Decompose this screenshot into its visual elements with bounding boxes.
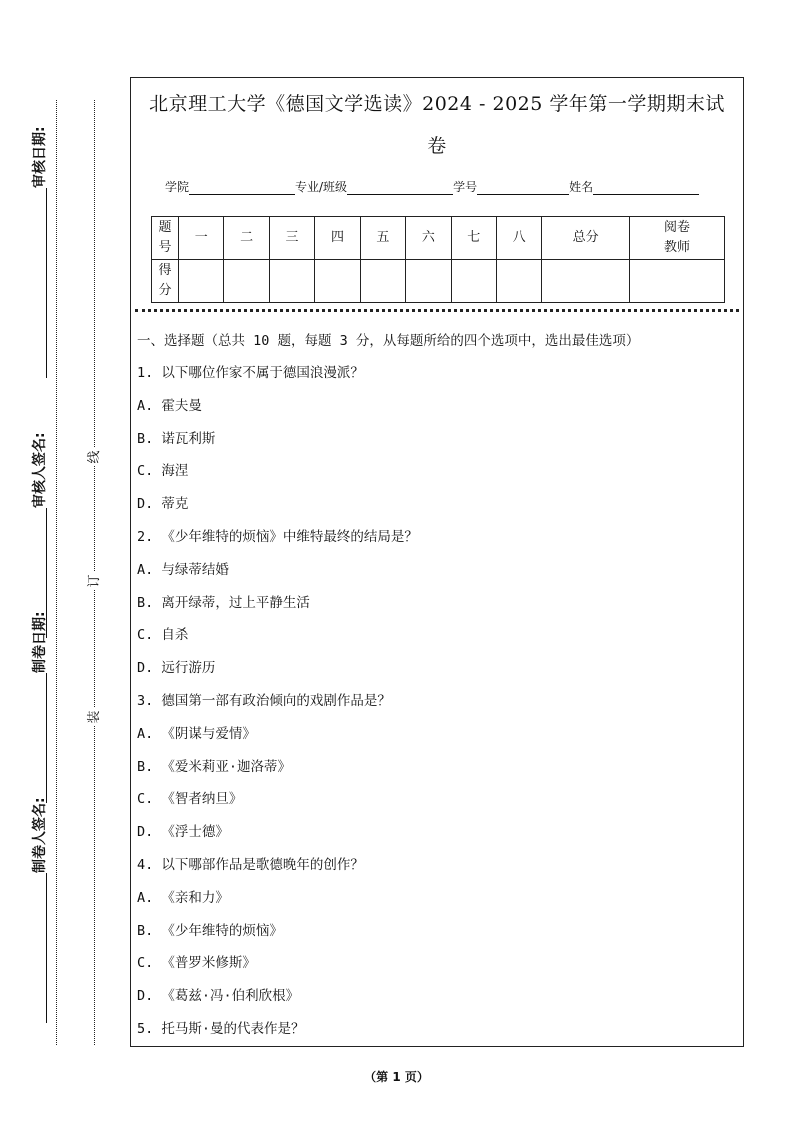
score-cell-3[interactable] (269, 260, 314, 303)
col-4: 四 (315, 217, 360, 260)
q3-option-b: B. 《爱米莉亚·迦洛蒂》 (137, 758, 292, 775)
name-label: 姓名 (569, 180, 594, 194)
score-cell-6[interactable] (406, 260, 451, 303)
binding-char-bind: 装 (86, 708, 104, 726)
page-number: （第 1 页） (364, 1070, 429, 1084)
q2-option-a: A. 与绿蒂结婚 (137, 561, 229, 578)
section-heading: 一、选择题（总共 10 题，每题 3 分，从每题所给的四个选项中，选出最佳选项） (137, 333, 640, 349)
maker-sign-label: 制卷人签名: (32, 797, 48, 873)
score-cell-4[interactable] (315, 260, 360, 303)
q3-option-d: D. 《浮士德》 (137, 824, 229, 841)
score-cell-8[interactable] (496, 260, 541, 303)
question-5: 5. 托马斯·曼的代表作是？ (137, 1020, 305, 1037)
q1-option-c: C. 海涅 (137, 463, 189, 480)
maker-sign-blank[interactable] (34, 873, 47, 1023)
col-7: 七 (451, 217, 496, 260)
col-1: 一 (179, 217, 224, 260)
row-label-score: 得 分 (152, 260, 179, 303)
col-grader: 阅卷 教师 (630, 217, 725, 260)
binding-char-order: 订 (86, 572, 104, 590)
student-id-field[interactable] (477, 182, 569, 195)
outer-binding-line (56, 100, 57, 1045)
maker-date-label: 制卷日期: (32, 611, 48, 673)
major-class-field[interactable] (347, 182, 453, 195)
maker-sign-field (30, 725, 50, 1025)
student-id-label: 学号 (453, 180, 478, 194)
score-table-header-row (152, 217, 725, 260)
question-1: 1. 以下哪位作家不属于德国浪漫派？ (137, 365, 364, 381)
col-6: 六 (406, 217, 451, 260)
exam-frame (130, 77, 744, 1047)
reviewer-sign-label: 审核人签名: (32, 432, 48, 508)
q4-option-a: A. 《亲和力》 (137, 889, 229, 906)
score-cell-total[interactable] (542, 260, 630, 303)
question-4: 4. 以下哪部作品是歌德晚年的创作？ (137, 856, 364, 873)
col-8: 八 (496, 217, 541, 260)
college-label: 学院 (165, 180, 190, 194)
row-label-question: 题 号 (152, 217, 179, 260)
score-table-score-row (152, 260, 725, 303)
score-cell-2[interactable] (224, 260, 269, 303)
reviewer-date-label: 审核日期: (32, 126, 48, 188)
question-3: 3. 德国第一部有政治倾向的戏剧作品是？ (137, 692, 391, 709)
col-total: 总分 (542, 217, 630, 260)
question-content (137, 330, 737, 1051)
q4-option-c: C. 《普罗米修斯》 (137, 955, 256, 972)
q2-option-b: B. 离开绿蒂，过上平静生活 (137, 594, 310, 611)
major-class-label: 专业/班级 (295, 180, 348, 194)
exam-title-line2: 卷 (427, 135, 447, 157)
col-2: 二 (224, 217, 269, 260)
score-cell-1[interactable] (179, 260, 224, 303)
reviewer-date-field (30, 80, 50, 380)
score-cell-7[interactable] (451, 260, 496, 303)
q2-option-d: D. 远行游历 (137, 660, 216, 677)
student-info-row (165, 178, 743, 195)
score-cell-5[interactable] (360, 260, 405, 303)
q4-option-b: B. 《少年维特的烦恼》 (137, 922, 283, 939)
question-2: 2. 《少年维特的烦恼》中维特最终的结局是？ (137, 528, 418, 545)
score-table (151, 216, 725, 303)
q1-option-d: D. 蒂克 (137, 496, 189, 513)
q3-option-a: A. 《阴谋与爱情》 (137, 725, 256, 742)
binding-char-line: 线 (86, 448, 104, 466)
q4-option-d: D. 《葛兹·冯·伯利欣根》 (137, 988, 300, 1005)
name-field[interactable] (593, 182, 699, 195)
exam-title-line1: 北京理工大学《德国文学选读》2024 - 2025 学年第一学期期末试 (149, 93, 725, 115)
col-3: 三 (269, 217, 314, 260)
q2-option-c: C. 自杀 (137, 627, 189, 644)
q1-option-b: B. 诺瓦利斯 (137, 430, 216, 447)
q1-option-a: A. 霍夫曼 (137, 397, 202, 414)
dotted-separator (135, 309, 739, 312)
col-5: 五 (360, 217, 405, 260)
exam-title (131, 80, 743, 164)
score-cell-grader[interactable] (630, 260, 725, 303)
college-field[interactable] (189, 182, 295, 195)
q3-option-c: C. 《智者纳旦》 (137, 791, 243, 808)
